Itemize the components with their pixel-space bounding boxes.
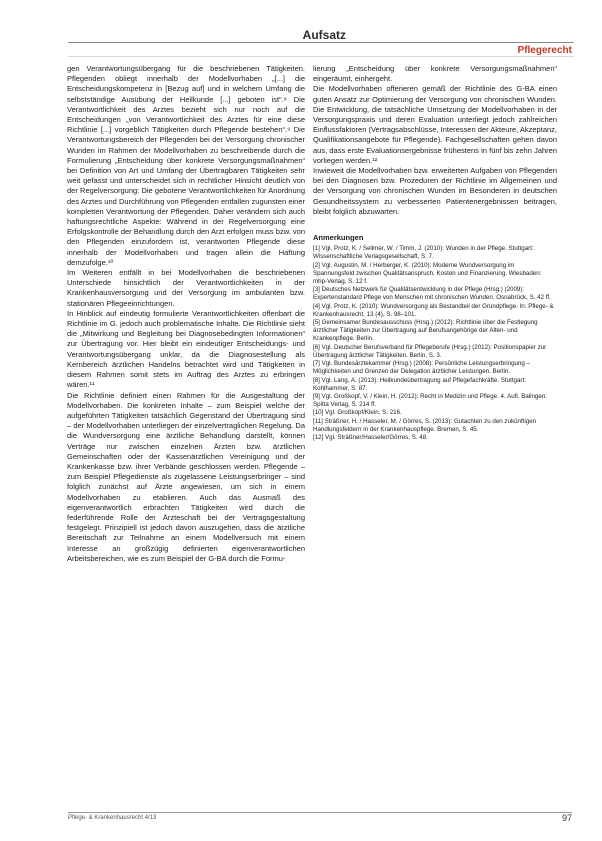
- note-item: [11] Sträßner, H. / Hasseler, M. / Görres, S. (2013): Gutachten zu den zukünftigen Handlungsfeldern in der Krankenhauspflege. Bremen, S. 45.: [313, 417, 537, 433]
- right-column: [313, 64, 557, 804]
- section-title: Aufsatz: [302, 28, 346, 42]
- note-item: [6] Vgl. Deutscher Berufsverband für Pflegeberufe (Hrsg.) (2012): Positionspapier zur Übertragung ärztlicher Tätigkeiten. Berlin, S. 3.: [313, 343, 547, 359]
- note-item: [2] Vgl. Augustin, M. / Herberger, K. (2010): Moderne Wundversorgung im Spannungsfeld zwischen Qualitätsanspruch, Kosten und Finanzierung. Wiesbaden: mhp-Verlag, S. 12 f.: [313, 261, 542, 286]
- note-item: [3] Deutsches Netzwerk für Qualitätsentwicklung in der Pflege (Hrsg.) (2009): Expertenstandard Pflege von Menschen mit chronischen Wunden. Osnabrück, S. 42 ff.: [313, 286, 551, 302]
- rubric-label: Pflegerecht: [517, 45, 572, 56]
- header-rule: [68, 42, 574, 43]
- note-item: [10] Vgl. Großkopf/Klein, S. 216.: [313, 409, 402, 417]
- paragraph: lierung „Entscheidung über konkrete Versorgungsmaßnahmen“ eingeräumt, einhergeht.: [313, 64, 557, 84]
- paragraph: In Hinblick auf eindeutig formulierte Verantwortlichkeiten offenbart die Richtlinie im G. jedoch auch problematische Inhalte. Die Richtlinie sieht die „Mitwirkung und Begleitung bei Diagnosebedingten Informationen“ zur Übertragung vor. Hier bleibt ein eindeutiger Entscheidungs- und Verantwortungsübergang unklar, da die Diagnosestellung als Kernbereich ärztlichen Handelns betrachtet wird und Tätigkeiten in diesem Rahmen somit stets im Auftrag des Arztes zu erbringen wären.¹¹: [67, 308, 305, 390]
- paragraph: Im Weiteren entfällt in bei Modellvorhaben die beschriebenen Unterschiede hinsichtlich der Verantwortlichkeiten in der Krankenhausversorgung und der Versorgung im ambulanten bzw. stationären Pflegeeinrichtungen.: [67, 268, 305, 308]
- note-item: [8] Vgl. Lang, A. (2013): Heilkundeübertragung auf Pflegefachkräfte. Stuttgart: Kohlhammer, S. 87.: [313, 376, 526, 392]
- page-number: 97: [561, 813, 572, 823]
- paragraph: Die Richtlinie definiert einen Rahmen für die Ausgestaltung der Modellvorhaben. Die konkreten Inhalte – zum Beispiel welche der aufgeführten Tätigkeiten tatsächlich Gegenstand der Übertragung sind – der Modellvorhaben unterliegen der einzelvertraglichen Regelung. Da die Wundversorgung eine ärztliche Behandlung darstellt, können Verträge nur zwischen einzelnen Ärzten bzw. ärztlichen Gemeinschaften oder der Kassenärztlichen Vereinigung und der Krankenkasse bzw. ihrer Verbände geschlossen werden. Pflegende – zum Beispiel Pflegedienste als zugelassene Leistungserbringer – sind folglich zunächst auf Ärzte angewiesen, um sich in einem Modellvorhaben zu etablieren. Auch das Ausmaß des eigenverantwortlich erbrachten Tätigkeiten wird durch die federführende Rolle der Ärzteschaft bei der Vertragsgestaltung festgelegt. Prinzipiell ist jedoch davon auszugehen, dass die ärztliche Bereitschaft zur Teilnahme an einem Modellversuch mit einem Interesse an großzügig definierten eigenverantwortlichen Arbeitsbereichen, wie es zum Beispiel der G-BA durch die Formu-: [67, 390, 305, 563]
- page-header: [0, 0, 602, 60]
- note-item: [7] Vgl. Bundesärztekammer (Hrsg.) (2008): Persönliche Leistungserbringung – Möglichkeiten und Grenzen der Delegation ärztlicher Leistungen. Berlin.: [313, 360, 531, 376]
- note-item: [5] Gemeinsamer Bundesausschuss (Hrsg.) (2012): Richtlinie über die Festlegung ärztlicher Tätigkeiten zur Übertragung auf Berufsangehörige der Alten- und Krankenpflege. Berlin.: [313, 319, 538, 343]
- note-item: [12] Vgl. Sträßner/Hasseler/Görres, S. 48.: [313, 433, 428, 441]
- notes-heading: Anmerkungen: [313, 233, 364, 243]
- note-item: [4] Vgl. Protz, K. (2010): Wundversorgung als Bestandteil der Grundpflege. In: Pflege- & Krankenhausrecht, 13 (4), S. 98–101.: [313, 302, 554, 318]
- paragraph: Die Modellvorhaben offerieren gemäß der Richtlinie des G-BA einen guten Ansatz zur Optimierung der Versorgung von chronischen Wunden. Die Entwicklung, die tatsächliche Umsetzung der Modellvorhaben in der Versorgungspraxis und deren Evaluation unterliegt jedoch zahlreichen Einflussfaktoren (Vertragsabschlüsse, Interessen der Akteure, Akzeptanz, Qualifikationsangebote für Pflegende). Fachgesellschaften gehen davon aus, dass erste Evaluationsergebnisse frühestens in fünf bis zehn Jahren vorliegen werden.¹²: [313, 84, 557, 165]
- note-item: [1] Vgl. Protz, K. / Sellmer, W. / Timm, J. (2010): Wunden in der Pflege. Stuttgart: Wissenschaftliche Verlagsgesellschaft, S. 7.: [313, 245, 534, 261]
- paragraph: Inwieweit die Modellvorhaben bzw. erweiterten Aufgaben von Pflegenden bei den Diagnosen bzw. Prozeduren der Richtlinie im Allgemeinen und der Versorgung von chronischen Wunden im Besonderen in deutschen Gesundheitssystem zu verbesserten Patientenergebnissen beitragen, bleibt folglich abzuwarten.: [313, 166, 557, 216]
- left-column: [67, 64, 305, 804]
- page-footer: [68, 812, 572, 826]
- rubric-rule: [68, 56, 574, 57]
- notes-list: [313, 245, 557, 442]
- journal-name: Pflege- & Krankenhausrecht 4/13: [68, 815, 157, 821]
- paragraph: gen Verantwortungsübergang für die beschriebenen Tätigkeiten. Pflegenden obliegt innerhalb der Modellvorhaben „[...] die Entscheidungskompetenz in [Bezug auf] und in welchem Umfang die selbstständige Ausübung der Heilkunde [...] geboten ist“.⁸ Die Verantwortlichkeit des Arztes bezieht sich nur noch auf die Entscheidungen „von Verantwortlichkeit des Arztes für eine diese Richtlinie [...] vorgeblich Tätigkeiten durch Pflegende bestehen“.⁹ Die Verantwortungsbereich der Pflegenden bei der Versorgung chronischer Wunden im Rahmen der Modellvorhaben zu beschreibende durch die Formulierung „Entscheidung über konkrete Versorgungsmaßnahmen“ bei Definition von Art und Umfang der Übertragbaren Tätigkeiten sehr weit gefasst und unterscheidet sich in rechtlicher Hinsicht deutlich von der Regelversorgung: Die gebotene Verantwortlichkeiten für Anordnung des Arztes und Durchführung von Pflegenden entfallen zugunsten einer kompletten Verantwortung der Pflegenden. Daher verändern sich auch haftungsrechtliche Aspekte: Während in der Regelversorgung eine Erfolgskontrolle der Behandlung durch den Arzt erfolgen muss bzw. von den Pflegenden einzufordern ist, verantworten Pflegende diese innerhalb der Modellvorhaben und tragen allein die Haftung demzufolge.¹⁰: [67, 64, 305, 267]
- footer-rule: [68, 812, 572, 813]
- note-item: [9] Vgl. Großkopf, V. / Klein, H. (2012): Recht in Medizin und Pflege. 4. Aufl. Balingen: Spitta Verlag, S. 214 ff.: [313, 392, 547, 409]
